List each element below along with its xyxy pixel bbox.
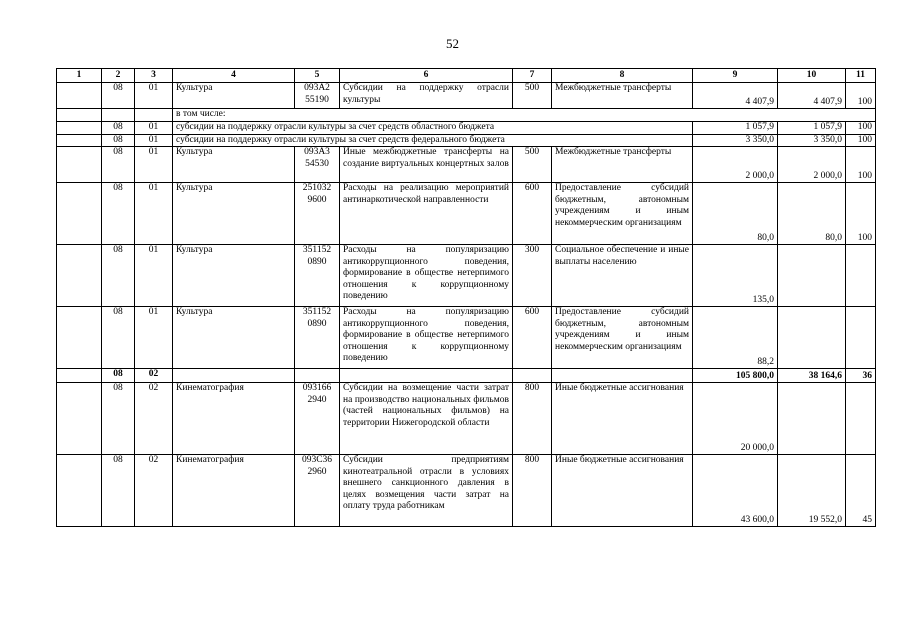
subsection-code: 01: [135, 147, 173, 183]
planned-amount: 20 000,0: [693, 383, 778, 455]
empty-cell: [57, 245, 102, 307]
section-name: Культура: [173, 83, 295, 109]
subsection-code: 01: [135, 83, 173, 109]
expense-type-name: Предоставление субсидий бюджетным, автономным учреждениям и иным некоммерческим организациям: [552, 307, 693, 369]
section-code: 08: [102, 383, 135, 455]
section-code: 08: [102, 147, 135, 183]
subtotal-row: [57, 369, 876, 383]
executed-amount: 3 350,0: [778, 134, 846, 147]
empty-cell: [57, 455, 102, 527]
detail-description: субсидии на поддержку отрасли культуры за счет средств областного бюджета: [173, 121, 693, 134]
empty-cell: [57, 307, 102, 369]
table-row: [57, 245, 876, 307]
table-row: [57, 83, 876, 109]
empty-cell: [513, 369, 552, 383]
empty-cell: [552, 369, 693, 383]
table-row: [57, 455, 876, 527]
empty-cell: [57, 369, 102, 383]
execution-percent: [846, 307, 876, 369]
section-name: Культура: [173, 183, 295, 245]
empty-cell: [340, 369, 513, 383]
note-text: в том числе:: [173, 109, 876, 122]
header-cell: 7: [513, 69, 552, 83]
expense-description: Иные межбюджетные трансферты на создание виртуальных концертных залов: [340, 147, 513, 183]
section-code: 08: [102, 245, 135, 307]
expense-type-name: Иные бюджетные ассигнования: [552, 383, 693, 455]
table-row: [57, 307, 876, 369]
execution-percent: 45: [846, 455, 876, 527]
execution-percent: 100: [846, 83, 876, 109]
subsection-code: 01: [135, 307, 173, 369]
executed-amount: [778, 383, 846, 455]
header-cell: 3: [135, 69, 173, 83]
expense-type-code: 800: [513, 455, 552, 527]
expense-description: Расходы на реализацию мероприятий антинаркотической направленности: [340, 183, 513, 245]
empty-cell: [57, 121, 102, 134]
budget-table: [56, 68, 876, 527]
section-code: 08: [102, 183, 135, 245]
header-row: [57, 69, 876, 83]
expense-type-name: Иные бюджетные ассигнования: [552, 455, 693, 527]
subsection-code: 02: [135, 369, 173, 383]
header-cell: 4: [173, 69, 295, 83]
execution-percent: 100: [846, 183, 876, 245]
planned-amount: 2 000,0: [693, 147, 778, 183]
executed-amount: 19 552,0: [778, 455, 846, 527]
planned-amount: 88,2: [693, 307, 778, 369]
expense-type-code: 500: [513, 83, 552, 109]
note-row: [57, 109, 876, 122]
executed-amount: [778, 245, 846, 307]
empty-cell: [57, 109, 102, 122]
page-number: 52: [446, 36, 459, 51]
section-name: Кинематография: [173, 455, 295, 527]
section-name: Кинематография: [173, 383, 295, 455]
expense-type-code: 300: [513, 245, 552, 307]
expense-type-code: 600: [513, 183, 552, 245]
expense-type-name: Социальное обеспечение и иные выплаты населению: [552, 245, 693, 307]
expense-type-name: Межбюджетные трансферты: [552, 147, 693, 183]
executed-amount: 80,0: [778, 183, 846, 245]
target-article-code: 251032 9600: [295, 183, 340, 245]
target-article-code: 093А2 55190: [295, 83, 340, 109]
empty-cell: [57, 183, 102, 245]
table-row: [57, 183, 876, 245]
section-code: 08: [102, 83, 135, 109]
execution-percent: [846, 245, 876, 307]
header-cell: 5: [295, 69, 340, 83]
target-article-code: 351152 0890: [295, 307, 340, 369]
empty-cell: [57, 383, 102, 455]
header-cell: 6: [340, 69, 513, 83]
executed-amount: 4 407,9: [778, 83, 846, 109]
execution-percent: 36: [846, 369, 876, 383]
planned-amount: 3 350,0: [693, 134, 778, 147]
expense-description: Субсидии на поддержку отрасли культуры: [340, 83, 513, 109]
expense-description: Субсидии на возмещение части затрат на производство национальных фильмов (частей национальных фильмов) на территории Нижегородской области: [340, 383, 513, 455]
section-name: Культура: [173, 245, 295, 307]
section-code: 08: [102, 134, 135, 147]
header-cell: 2: [102, 69, 135, 83]
expense-type-code: 600: [513, 307, 552, 369]
empty-cell: [173, 369, 295, 383]
empty-cell: [57, 134, 102, 147]
header-cell: 9: [693, 69, 778, 83]
expense-type-name: Предоставление субсидий бюджетным, автономным учреждениям и иным некоммерческим организациям: [552, 183, 693, 245]
expense-description: Субсидии предприятиям кинотеатральной отрасли в условиях внешнего санкционного давления в целях возмещения части затрат на оплату труда работникам: [340, 455, 513, 527]
empty-cell: [135, 109, 173, 122]
executed-amount: 1 057,9: [778, 121, 846, 134]
empty-cell: [295, 369, 340, 383]
subsection-code: 01: [135, 245, 173, 307]
section-code: 08: [102, 455, 135, 527]
empty-cell: [57, 147, 102, 183]
executed-amount: 38 164,6: [778, 369, 846, 383]
section-code: 08: [102, 369, 135, 383]
expense-description: Расходы на популяризацию антикоррупционного поведения, формирование в обществе нетерпимого отношения к коррупционному поведению: [340, 307, 513, 369]
subsection-code: 01: [135, 134, 173, 147]
subsidy-detail-row: [57, 134, 876, 147]
target-article-code: 093С36 2960: [295, 455, 340, 527]
header-cell: 8: [552, 69, 693, 83]
target-article-code: 093166 2940: [295, 383, 340, 455]
execution-percent: 100: [846, 134, 876, 147]
subsection-code: 02: [135, 383, 173, 455]
planned-amount: 1 057,9: [693, 121, 778, 134]
subsidy-detail-row: [57, 121, 876, 134]
planned-amount: 43 600,0: [693, 455, 778, 527]
table-row: [57, 147, 876, 183]
empty-cell: [57, 83, 102, 109]
empty-cell: [102, 109, 135, 122]
subsection-code: 01: [135, 121, 173, 134]
table-row: [57, 383, 876, 455]
subsection-code: 01: [135, 183, 173, 245]
section-code: 08: [102, 121, 135, 134]
execution-percent: [846, 383, 876, 455]
subsection-code: 02: [135, 455, 173, 527]
planned-amount: 4 407,9: [693, 83, 778, 109]
executed-amount: 2 000,0: [778, 147, 846, 183]
planned-amount: 135,0: [693, 245, 778, 307]
header-cell: 11: [846, 69, 876, 83]
expense-type-name: Межбюджетные трансферты: [552, 83, 693, 109]
detail-description: субсидии на поддержку отрасли культуры за счет средств федерального бюджета: [173, 134, 693, 147]
execution-percent: 100: [846, 147, 876, 183]
execution-percent: 100: [846, 121, 876, 134]
expense-description: Расходы на популяризацию антикоррупционного поведения, формирование в обществе нетерпимого отношения к коррупционному поведению: [340, 245, 513, 307]
target-article-code: 093А3 54530: [295, 147, 340, 183]
target-article-code: 351152 0890: [295, 245, 340, 307]
executed-amount: [778, 307, 846, 369]
header-cell: 1: [57, 69, 102, 83]
section-code: 08: [102, 307, 135, 369]
expense-type-code: 800: [513, 383, 552, 455]
planned-amount: 80,0: [693, 183, 778, 245]
expense-type-code: 500: [513, 147, 552, 183]
section-name: Культура: [173, 307, 295, 369]
planned-amount: 105 800,0: [693, 369, 778, 383]
header-cell: 10: [778, 69, 846, 83]
section-name: Культура: [173, 147, 295, 183]
